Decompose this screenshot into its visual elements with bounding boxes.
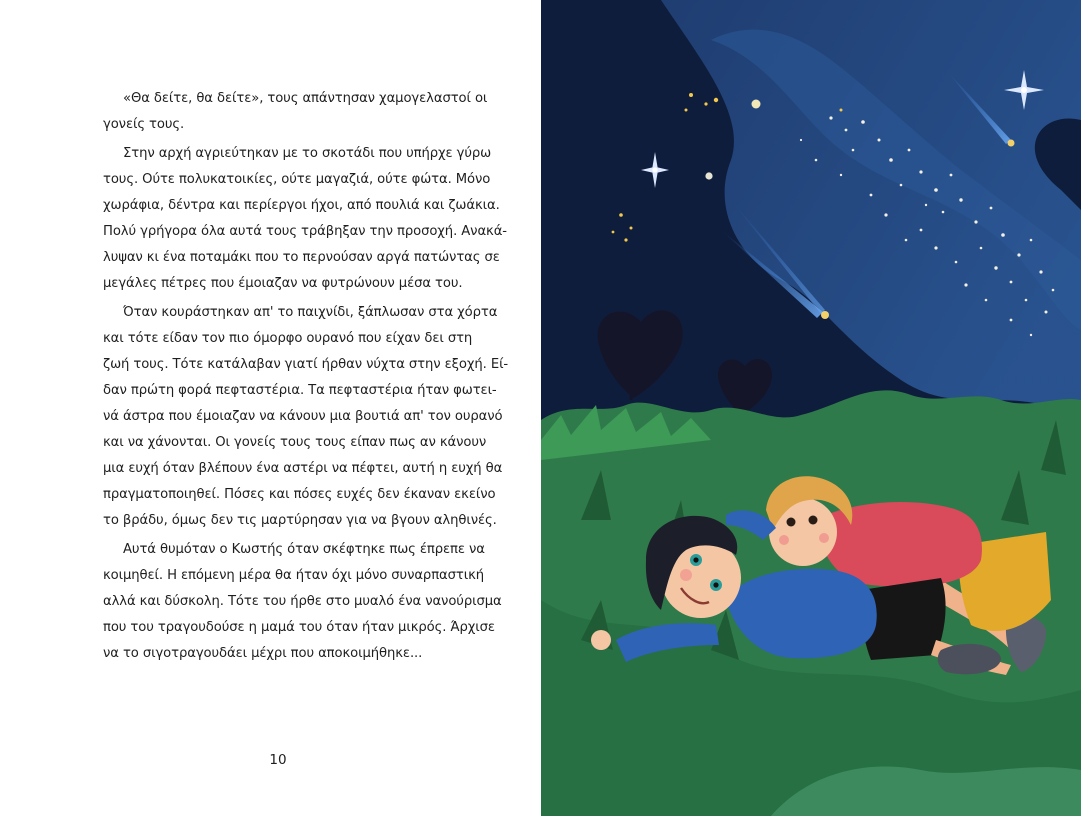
girl-eye [809,516,818,525]
story-line: μεγάλες πέτρες που έμοιαζαν να φυτρώνουν μέσα του. [103,276,463,291]
bright-star [752,100,761,109]
bright-star [705,172,712,179]
story-line: να το σιγοτραγουδάει μέχρι που αποκοιμήθηκε... [103,646,423,661]
night-sky-illustration [541,0,1081,816]
story-line: δαν πρώτη φορά πεφταστέρια. Τα πεφταστέρια ήταν φωτει- [103,383,497,398]
story-line: και τότε είδαν τον πιο όμορφο ουρανό που είχαν δει στη [103,331,473,346]
girl-cheek [779,535,789,545]
illustration-page [541,0,1081,816]
story-line: μια ευχή όταν βλέπουν ένα αστέρι να πέφτει, αυτή η ευχή θα [103,461,503,476]
story-line: γονείς τους. [103,117,185,132]
girl-eye [787,518,796,527]
story-line: που του τραγουδούσε η μαμά του όταν ήταν μικρός. Άρχισε [103,620,495,635]
boy-hand [591,630,611,650]
story-line: «Θα δείτε, θα δείτε», τους απάντησαν χαμογελαστοί οι [123,91,488,106]
story-line: το βράδυ, όμως δεν τις μαρτύρησαν για να βγουν αληθινές. [103,513,497,528]
story-line: ζωή τους. Τότε κατάλαβαν γιατί ήρθαν νύχτα στην εξοχή. Εί- [103,357,509,372]
story-line: τους. Ούτε πολυκατοικίες, ούτε μαγαζιά, ούτε φώτα. Μόνο [103,172,491,187]
story-line: κοιμηθεί. Η επόμενη μέρα θα ήταν όχι μόνο συναρπαστική [103,568,485,583]
story-line: Πολύ γρήγορα όλα αυτά τους τράβηξαν την προσοχή. Ανακά- [103,224,507,239]
story-line: Αυτά θυμόταν ο Κωστής όταν σκέφτηκε πως έπρεπε να [123,542,485,557]
story-line: νά άστρα που έμοιαζαν να κάνουν μια βουτιά απ' τον ουρανό [103,409,503,424]
boy-cheek [680,569,692,581]
page-number: 10 [269,752,287,768]
story-line: λυψαν κι ένα ποταμάκι που το περνούσαν αργά πατώντας σε [103,250,500,265]
girl-cheek [819,533,829,543]
story-line: αλλά και δύσκολη. Τότε του ήρθε στο μυαλό ένα νανούρισμα [103,594,502,609]
story-line: Όταν κουράστηκαν απ' το παιχνίδι, ξάπλωσαν στα χόρτα [123,305,498,320]
story-line: χωράφια, δέντρα και περίεργοι ήχοι, από πουλιά και ζωάκια. [103,198,500,213]
story-line: πραγματοποιηθεί. Πόσες και πόσες ευχές δεν έκαναν εκείνο [103,487,496,502]
story-line: και να χάνονται. Οι γονείς τους τους είπαν πως αν κάνουν [103,435,487,450]
story-text [103,86,509,667]
story-line: Στην αρχή αγριεύτηκαν με το σκοτάδι που υπήρχε γύρω [123,146,492,161]
